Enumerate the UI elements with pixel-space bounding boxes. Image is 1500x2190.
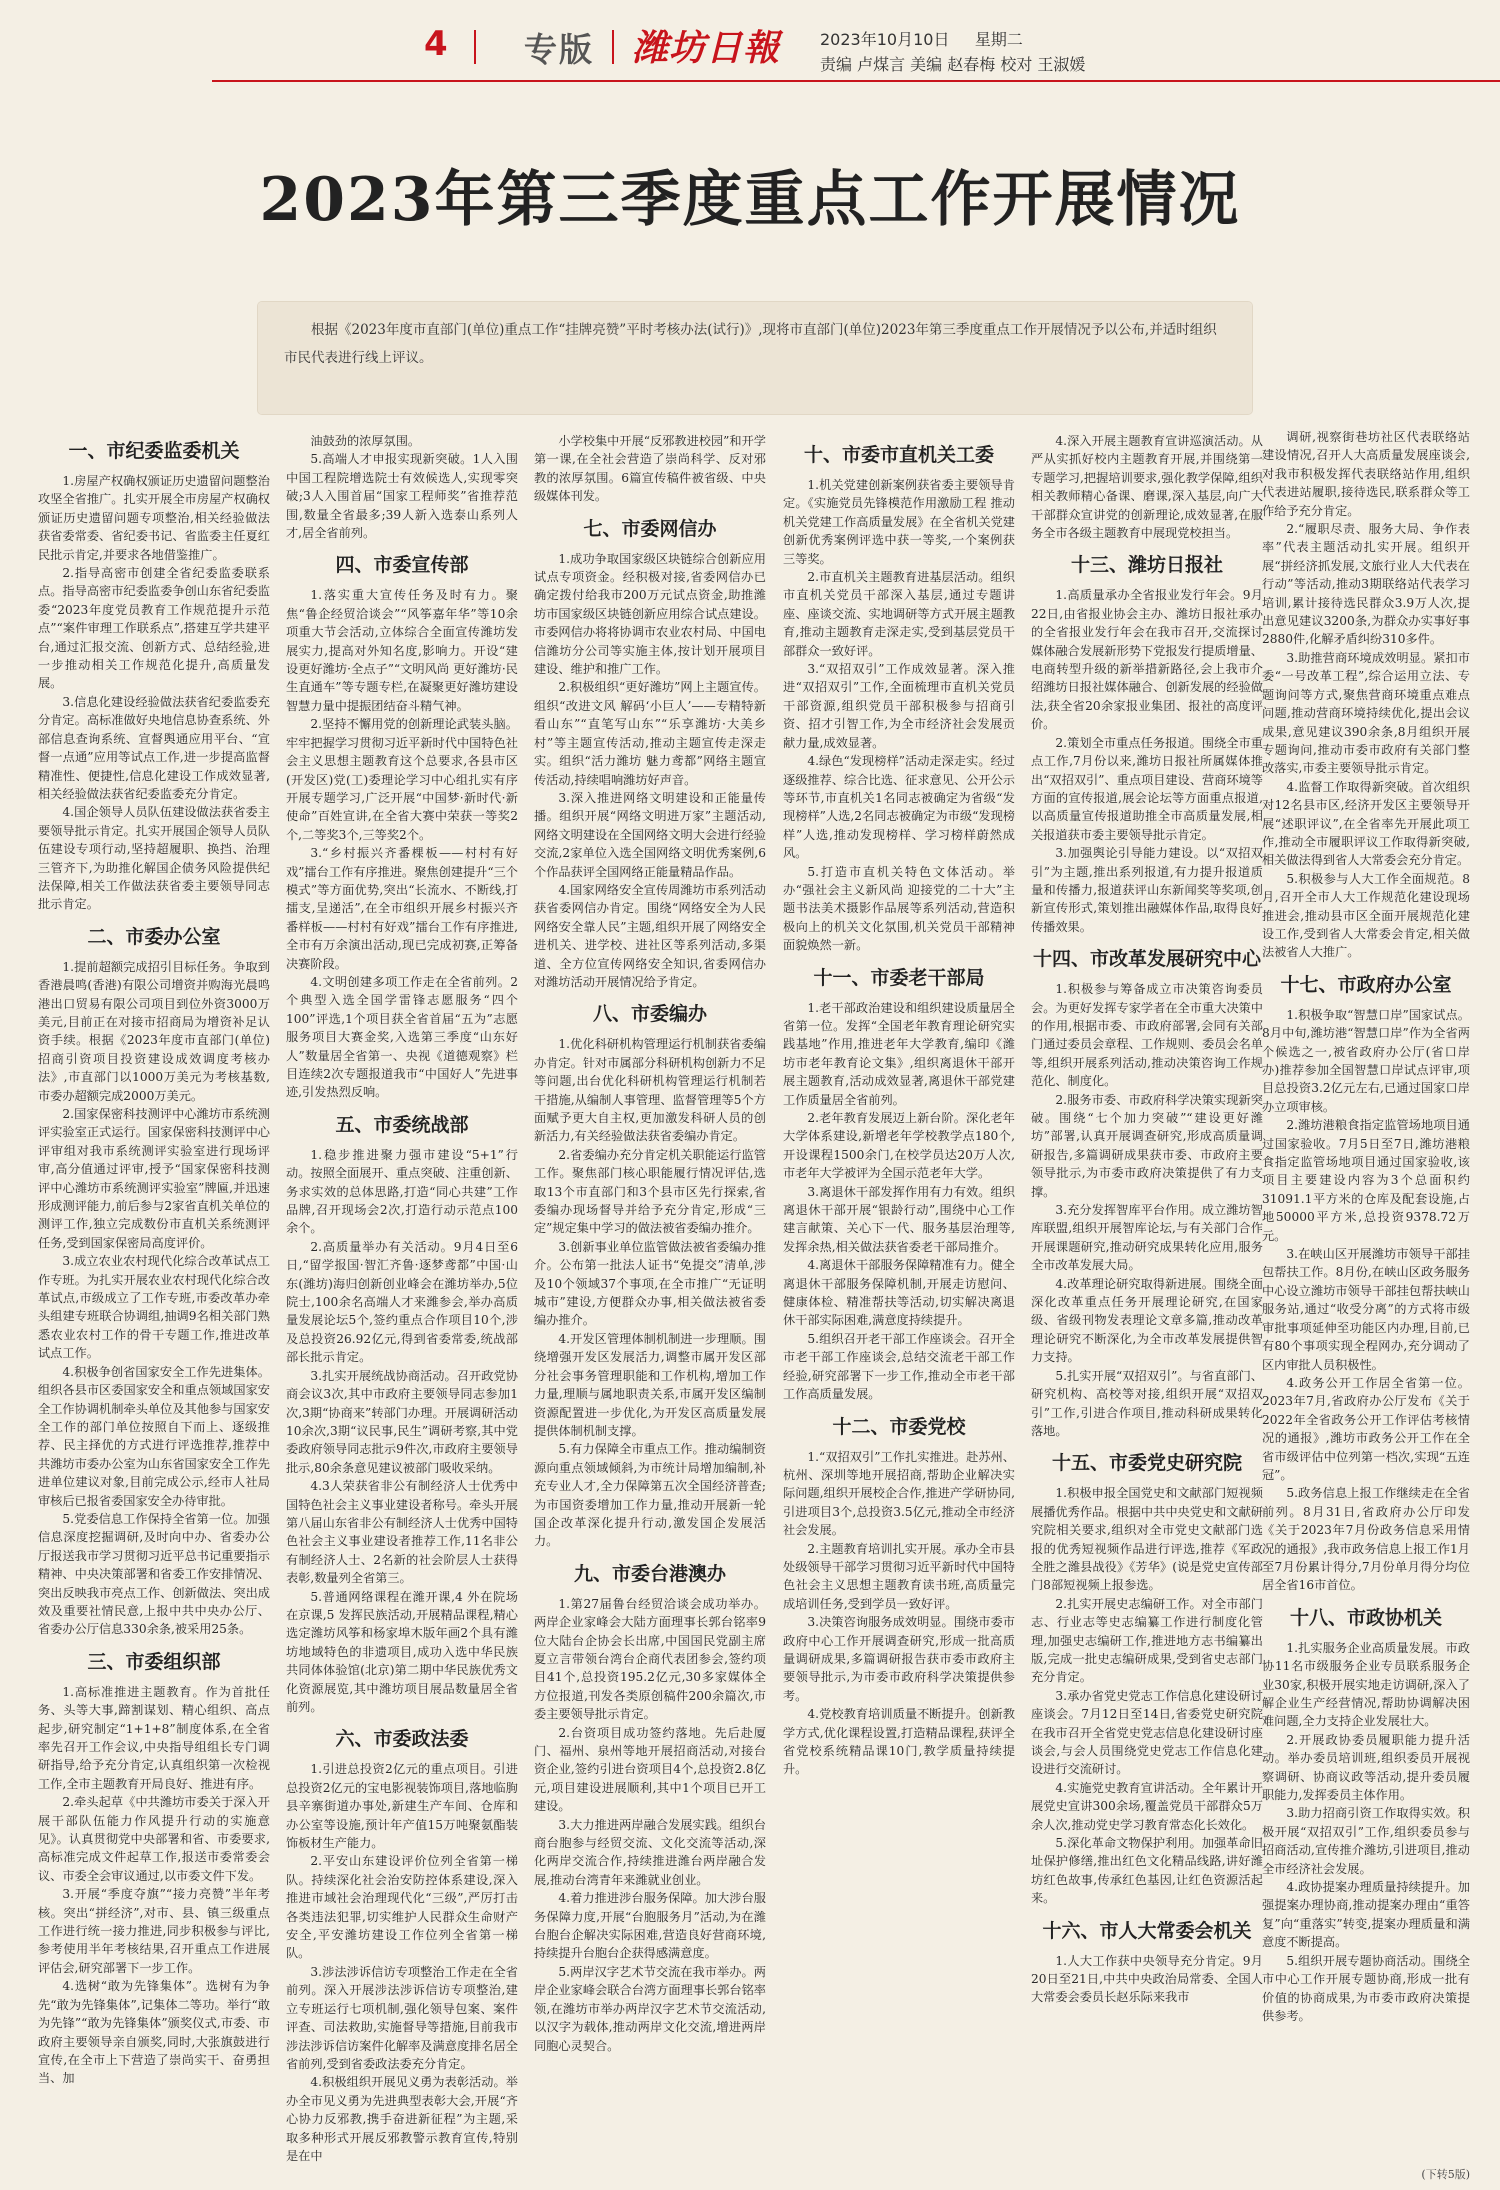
article-paragraph: 5.组织开展专题协商活动。围绕全市中心工作开展专题协商,形成一批有价值的协商成果,为市委市政府决策提供参考。 — [1262, 1953, 1470, 2023]
article-paragraph: 3.扎实开展统战协商活动。召开政党协商会议3次,其中市政府主要领导同志参加1次,3期“协商来”转部门办理。开展调研活动10余次,3期“议民事,民生”调研考察,其中党委政府领导同志批示9件次,市政府主要领导批示,80余条意见建议被部门吸收采纳。 — [286, 1368, 518, 1475]
article-paragraph: 2.国家保密科技测评中心潍坊市系统测评实验室正式运行。国家保密科技测评中心评审组对我市系统测评实验室进行现场评审,高分值通过评审,授予“国家保密科技测评中心潍坊市系统测评实验室”牌匾,并迅速形成测评能力,前后参与2家省直机关单位的测评工作,独立完成数份市直机关系统测评任务,受到国家保密局高度评价。 — [38, 1107, 270, 1250]
page-number: 4 — [424, 24, 448, 64]
article-paragraph: 3.成立农业农村现代化综合改革试点工作专班。为扎实开展农业农村现代化综合改革试点,市级成立了工作专班,市委改革办牵头组建专班联合协调组,抽调9名相关部门熟悉农业农村工作的骨干专题工作,推进改革试点工作。 — [38, 1254, 270, 1361]
section-heading: 四、市委宣传部 — [335, 554, 469, 577]
article-paragraph: 5.组织召开老干部工作座谈会。召开全市老干部工作座谈会,总结交流老干部工作经验,研究部署下一步工作,推动全市老干部工作高质量发展。 — [783, 1331, 1015, 1402]
article-paragraph: 3.大力推进两岸融合发展实践。组织台商台胞参与经贸交流、文化交流等活动,深化两岸交流合作,持续推进潍台两岸融合发展,推动台湾青年来潍就业创业。 — [534, 1817, 766, 1887]
article-paragraph: 2.牵头起草《中共潍坊市委关于深入开展干部队伍能力作风提升行动的实施意见》。认真贯彻党中央部署和省、市委要求,高标准完成文件起草工作,报送市委常委会议、市委全会审议通过,以市委文件下发。 — [38, 1795, 270, 1883]
article-paragraph: 1.“双招双引”工作扎实推进。赴苏州、杭州、深圳等地开展招商,帮助企业解决实际问题,组织开展校企合作,推进产学研协同,引进项目3个,总投资3.5亿元,推动全市经济社会发展。 — [783, 1449, 1015, 1538]
section-heading: 十二、市委党校 — [832, 1415, 966, 1438]
article-paragraph: 4.着力推进涉台服务保障。加大涉台服务保障力度,开展“台胞服务月”活动,为在潍台胞台企解决实际困难,营造良好营商环境,持续提升台胞台企获得感满意度。 — [534, 1891, 766, 1961]
page-title: 2023年第三季度重点工作开展情况 — [259, 165, 1241, 235]
article-paragraph: 1.第27届鲁台经贸洽谈会成功举办。两岸企业家峰会大陆方面理事长郭台铭率9位大陆台企协会长出席,中国国民党副主席夏立言带领台湾台企商代表团参会,签约项目41个,总投资195.2亿元,30多家媒体全方位报道,刊发各类原创稿件200余篇次,市委主要领导批示肯定。 — [534, 1596, 766, 1722]
article-paragraph: 3.助力招商引资工作取得实效。积极开展“双招双引”工作,组织委员参与招商活动,宣传推介潍坊,引进项目,推动全市经济社会发展。 — [1262, 1806, 1470, 1876]
article-paragraph: 3.信息化建设经验做法获省纪委监委充分肯定。高标准做好央地信息协查系统、外部信息查询系统、宣督舆通应用平台、“宣督一点通”应用等试点工作,进一步提高监督精准性、便捷性,信息化建设工作成效显著,相关经验做法获省纪委监委充分肯定。 — [38, 694, 270, 801]
section-heading: 十一、市委老干部局 — [813, 966, 985, 989]
article-column-6 — [1262, 428, 1470, 2168]
article-paragraph: 2.扎实开展史志编研工作。对全市部门志、行业志等史志编纂工作进行制度化管理,加强史志编研工作,推进地方志书编纂出版,完成一批史志编研成果,受到省史志部门充分肯定。 — [1031, 1596, 1263, 1685]
article-paragraph: 3.在峡山区开展潍坊市领导干部挂包帮扶工作。8月份,在峡山区政务服务中心设立潍坊市领导干部挂包帮扶峡山服务站,通过“收受分离”的方式将市级审批事项延伸至功能区内办理,目前,已有80个事项实现全程网办,充分调动了区内审批人员积极性。 — [1262, 1247, 1470, 1372]
section-heading: 六、市委政法委 — [335, 1728, 469, 1751]
article-paragraph: 1.老干部政治建设和组织建设质量居全省第一位。发挥“全国老年教育理论研究实践基地”作用,推进老年大学教育,编印《潍坊市老年教育论文集》,组织离退休干部开展主题教育,活动成效显著,离退休干部党建工作质量居全省前列。 — [783, 1000, 1015, 1107]
article-paragraph: 4.3人荣获省非公有制经济人士优秀中国特色社会主义事业建设者称号。牵头开展第八届山东省非公有制经济人士优秀中国特色社会主义事业建设者推荐工作,11名非公有制经济人士、2名新的社会阶层人士获得表彰,数量列全省第三。 — [286, 1479, 518, 1586]
article-paragraph: 3.离退休干部发挥作用有力有效。组织离退休干部开展“银龄行动”,围绕中心工作建言献策、关心下一代、服务基层治理等,发挥余热,相关做法获省委老干部局推介。 — [783, 1184, 1015, 1254]
article-paragraph: 油鼓劲的浓厚氛围。 — [310, 434, 421, 448]
article-paragraph: 4.积极组织开展见义勇为表彰活动。举办全市见义勇为先进典型表彰大会,开展“齐心协力反邪教,携手奋进新征程”为主题,采取多种形式开展反邪教警示教育宣传,特别是在中 — [286, 2075, 518, 2163]
article-paragraph: 2.积极组织“更好潍坊”网上主题宣传。组织“改进文风 解码‘小巨人’——专精特新看山东”“直笔写山东”“乐享潍坊·大美乡村”等主题宣传活动,推动主题宣传走深走实。组织“活力潍坊 魅力鸢都”网络主题宣传活动,持续唱响潍坊好声音。 — [534, 680, 766, 787]
header-rule — [212, 80, 1500, 82]
section-heading: 十四、市改革发展研究中心 — [1032, 948, 1261, 971]
section-heading: 九、市委台港澳办 — [573, 1562, 726, 1585]
article-paragraph: 5.打造市直机关特色文体活动。举办“强社会主义新风尚 迎接党的二十大”主题书法美术摄影作品展等系列活动,营造积极向上的机关文化氛围,机关党员干部精神面貌焕然一新。 — [783, 864, 1015, 953]
section-heading: 十八、市政协机关 — [1289, 1606, 1442, 1629]
article-paragraph: 5.两岸汉字艺术节交流在我市举办。两岸企业家峰会联合台湾方面理事长郭台铭率领,在潍坊市举办两岸汉字艺术节交流活动,以汉字为载体,推动两岸文化交流,增进两岸同胞心灵契合。 — [534, 1964, 766, 2053]
article-paragraph: 2.平安山东建设评价位列全省第一梯队。持续深化社会治安防控体系建设,深入推进市域社会治理现代化“三级”,严厉打击各类违法犯罪,切实维护人民群众生命财产安全,平安潍坊建设工作位列全省第一梯队。 — [286, 1854, 518, 1961]
section-heading: 十六、市人大常委会机关 — [1042, 1919, 1252, 1942]
article-paragraph: 5.积极参与人大工作全面规范。8月,召开全市人大工作规范化建设现场推进会,推动县市区全面开展规范化建设工作,受到省人大常委会肯定,相关做法被省人大推广。 — [1262, 871, 1470, 960]
article-paragraph: 2.台资项目成功签约落地。先后赴厦门、福州、泉州等地开展招商活动,对接台资企业,签约引进台资项目4个,总投资2.8亿元,项目建设进展顺利,其中1个项目已开工建设。 — [534, 1725, 766, 1814]
article-paragraph: 2.主题教育培训扎实开展。承办全市县处级领导干部学习贯彻习近平新时代中国特色社会主义思想主题教育读书班,高质量完成培训任务,受到学员一致好评。 — [783, 1541, 1015, 1611]
article-paragraph: 2.指导高密市创建全省纪委监委联系点。指导高密市纪委监委争创山东省纪委监委“2023年度党员教育工作规范提升示范点”“案件审理工作联系点”,搭建互学共建平台,通过汇报交流、创新方式、总结经验,进一步推动相关工作规范化提升,高质量发展。 — [38, 566, 270, 691]
article-paragraph: 2.老年教育发展迈上新台阶。深化老年大学体系建设,新增老年学校教学点180个,开设课程1500余门,在校学员达20万人次,市老年大学被评为全国示范老年大学。 — [783, 1111, 1015, 1181]
article-paragraph: 调研,视察街巷坊社区代表联络站建设情况,召开人大高质量发展座谈会,对我市积极发挥代表联络站作用,组织代表进站履职,接待选民,联系群众等工作给予充分肯定。 — [1262, 430, 1470, 518]
article-paragraph: 1.优化科研机构管理运行机制获省委编办肯定。针对市属部分科研机构创新力不足等问题,出台优化科研机构管理运行机制若干措施,从编制人事管理、监督管理等5个方面赋予更大自主权,更加激发科研人员的创新活力,有关经验做法获省委编办肯定。 — [534, 1037, 766, 1144]
section-heading: 二、市委办公室 — [87, 925, 221, 948]
section-heading: 三、市委组织部 — [87, 1650, 221, 1673]
continued-note: (下转5版) — [1421, 2168, 1470, 2181]
newspaper-header — [0, 0, 1500, 76]
article-column-3 — [534, 432, 766, 2172]
article-column-4 — [783, 432, 1015, 2172]
intro-text: 根据《2023年度市直部门(单位)重点工作“挂牌亮赞”平时考核办法(试行)》,现将市直部门(单位)2023年第三季度重点工作开展情况予以公布,并适时组织市民代表进行线上评议。 — [284, 322, 1217, 366]
article-paragraph: 4.离退休干部服务保障精准有力。健全离退休干部服务保障机制,开展走访慰问、健康体检、精准帮扶等活动,切实解决离退休干部实际困难,满意度持续提升。 — [783, 1258, 1015, 1328]
article-paragraph: 2.服务市委、市政府科学决策实现新突破。围绕“七个加力突破”“建设更好潍坊”部署,认真开展调查研究,形成高质量调研报告,多篇调研成果获市委、市政府主要领导批示,为市委市政府决策提供了有力支撑。 — [1031, 1092, 1263, 1199]
article-paragraph: 1.扎实服务企业高质量发展。市政协11名市级服务企业专员联系服务企业30家,积极开展实地走访调研,深入了解企业生产经营情况,帮助协调解决困难问题,全力支持企业发展壮大。 — [1262, 1640, 1470, 1729]
article-paragraph: 2.省委编办充分肯定机关职能运行监管工作。聚焦部门核心职能履行情况评估,选取13个市直部门和3个县市区先行探索,省委编办现场督导并给予充分肯定,形成“三定”规定集中学习的做法被省委编办推介。 — [534, 1147, 766, 1236]
article-paragraph: 4.国企领导人员队伍建设做法获省委主要领导批示肯定。扎实开展国企领导人员队伍建设专项行动,坚持超履职、换挡、治理三管齐下,为助推化解国企债务风险提供纪法保障,相关工作做法获省委主要领导同志批示肯定。 — [38, 805, 270, 912]
article-paragraph: 4.绿色“发现榜样”活动走深走实。经过逐级推荐、综合比选、征求意见、公开公示等环节,市直机关1名同志被确定为省级“发现榜样”人选,2名同志被确定为市级“发现榜样”人选,推动发现榜样、学习榜样蔚然成风。 — [783, 754, 1015, 861]
article-paragraph: 1.高标准推进主题教育。作为首批任务、头等大事,蹄割谋划、精心组织、高点起步,研究制定“1+1+8”制度体系,在全省率先召开工作会议,中央指导组组长专门调研指导,给予充分肯定,认真组织第一次检视工作,全市主题教育开局良好、推进有序。 — [38, 1684, 270, 1791]
article-paragraph: 3.助推营商环境成效明显。紧扣市委“一号改革工程”,综合运用立法、专题询问等方式,聚焦营商环境重点难点问题,推动营商环境持续优化,提出会议成果,意见建议390余条,8月组织开展专题询问,推动市委市政府有关部门整改落实,市委主要领导批示肯定。 — [1262, 650, 1470, 776]
article-paragraph: 5.有力保障全市重点工作。推动编制资源向重点领域倾斜,为市统计局增加编制,补充专业人才,全力保障第五次全国经济普查;为市国资委增加工作力量,推动开展新一轮国企改革深化提升行动,激发国企发展活力。 — [534, 1442, 766, 1549]
article-paragraph: 1.积极参与筹备成立市决策咨询委员会。为更好发挥专家学者在全市重大决策中的作用,根据市委、市政府部署,会同有关部门通过委员会章程、工作规则、委员会名单等,组织开展系列活动,推动决策咨询工作规范化、制度化。 — [1031, 982, 1263, 1089]
article-paragraph: 5.扎实开展“双招双引”。与省直部门、研究机构、高校等对接,组织开展“双招双引”工作,引进合作项目,推动科研成果转化落地。 — [1031, 1368, 1263, 1438]
section-heading: 八、市委编办 — [592, 1003, 707, 1026]
issue-date-line — [820, 27, 1023, 50]
section-heading: 五、市委统战部 — [335, 1113, 469, 1136]
article-paragraph: 5.普通网络课程在潍开课,4 外在院场在京课,5 发挥民族活动,开展精品课程,精心选定潍坊风筝和杨家埠木版年画2个具有潍坊地域特色的非遗项目,成功入选中华民族共同体体验馆(北京)第二期中华民族优秀文化资源展览,其中潍坊项目展品数量居全省前列。 — [286, 1589, 518, 1714]
article-paragraph: 4.国家网络安全宣传周潍坊市系列活动获省委网信办肯定。围绕“网络安全为人民 网络安全靠人民”主题,组织开展了网络安全进机关、进学校、进社区等系列活动,多渠道、全方位宣传网络安全知识,省委网信办对潍坊活动开展情况给予肯定。 — [534, 882, 766, 989]
article-paragraph: 5.深化革命文物保护利用。加强革命旧址保护修缮,推出红色文化精品线路,讲好潍坊红色故事,传承红色基因,让红色资源活起来。 — [1031, 1836, 1263, 1906]
article-paragraph: 4.党校教育培训质量不断提升。创新教学方式,优化课程设置,打造精品课程,获评全省党校系统精品课10门,教学质量持续提升。 — [783, 1707, 1015, 1777]
article-paragraph: 4.改革理论研究取得新进展。围绕全面深化改革重点任务开展理论研究,在国家级、省级刊物发表理论文章多篇,推动改革理论研究不断深化,为全市改革发展提供智力支持。 — [1031, 1276, 1263, 1365]
article-paragraph: 3.深入推进网络文明建设和正能量传播。组织开展“网络文明进万家”主题活动,网络文明建设在全国网络文明大会进行经验交流,2家单位入选全国网络文明优秀案例,6个作品获评全国网络正能量精品作品。 — [534, 790, 766, 879]
section-name: 专版 — [524, 30, 594, 69]
article-paragraph: 小学校集中开展“反邪教进校园”和开学第一课,在全社会营造了崇尚科学、反对邪教的浓厚氛围。6篇宣传稿件被省级、中央级媒体刊发。 — [534, 434, 766, 504]
article-paragraph: 1.房屋产权确权颁证历史遗留问题整治攻坚全省推广。扎实开展全市房屋产权确权颁证历史遗留问题专项整治,相关经验做法获省委常委、省纪委书记、省监委主任夏红民批示肯定,并要求各地借鉴推广。 — [38, 474, 270, 562]
editor-credits: 责编 卢煤言 美编 赵春梅 校对 王淑媛 — [820, 55, 1086, 74]
article-paragraph: 4.深入开展主题教育宣讲巡演活动。从严从实抓好校内主题教育开展,并围绕第一专题学习,把握培训要求,强化教学保障,组织相关教师精心备课、磨课,深入基层,向广大干部群众宣讲党的创新理论,成效显著,在服务全市各级主题教育中展现党校担当。 — [1031, 434, 1263, 541]
article-paragraph: 2.潍坊港粮食指定监管场地项目通过国家验收。7月5日至7日,潍坊港粮食指定监管场地项目通过国家验收,该项目主要建设内容为3个总面积约31091.1平方米的仓库及配套设施,占地50000平方米,总投资9378.72万元。 — [1262, 1118, 1470, 1243]
header-divider — [612, 30, 614, 64]
article-paragraph: 1.机关党建创新案例获省委主要领导肯定。《实施党员先锋模范作用激励工程 推动机关党建工作高质量发展》在全省机关党建创新优秀案例评选中获一等奖,一个案例获三等奖。 — [783, 478, 1015, 566]
article-paragraph: 3.“双招双引”工作成效显著。深入推进“双招双引”工作,全面梳理市直机关党员干部资源,组织党员干部积极参与招商引资、招才引智工作,为全市经济社会发展贡献力量,成效显著。 — [783, 662, 1015, 750]
article-column-2 — [286, 432, 518, 2172]
article-paragraph: 2.高质量举办有关活动。9月4日至6日,“留学报国·智汇齐鲁·逐梦鸢都”中国·山东(潍坊)海归创新创业峰会在潍坊举办,5位院士,100余名高端人才来潍参会,举办高质量发展论坛5个,签约重点合作项目10个,涉及总投资26.92亿元,得到省委常委,统战部部长批示肯定。 — [286, 1239, 518, 1365]
article-paragraph: 5.党委信息工作保持全省第一位。加强信息深度挖掘调研,及时向中办、省委办公厅报送我市学习贯彻习近平总书记重要指示精神、中央决策部署和省委工作安排情况、突出反映我市亮点工作、创新做法、突出成效及重要社情民意,上报中共中央办公厅、省委办公厅信息330余条,被采用25条。 — [38, 1511, 270, 1637]
newspaper-logo: 潍坊日報 — [632, 27, 781, 69]
article-paragraph: 1.积极争取“智慧口岸”国家试点。8月中旬,潍坊港“智慧口岸”作为全省两个候选之一,被省政府办公厅(省口岸办)推荐参加全国智慧口岸试点评审,项目总投资3.2亿元左右,已通过国家口岸办立项审核。 — [1262, 1007, 1470, 1114]
article-paragraph: 2.“履职尽责、服务大局、争作表率”代表主题活动扎实开展。组织开展“拼经济抓发展,文旅行业人大代表在行动”等活动,推动3期联络站代表学习培训,累计接待选民群众3.9万人次,提出意见建议3200条,为群众办实事好事2880件,化解矛盾纠纷310多件。 — [1262, 522, 1470, 647]
issue-date: 2023年10月10日 — [820, 30, 950, 49]
article-paragraph: 4.监督工作取得新突破。首次组织对12名县市区,经济开发区主要领导开展“述职评议”,在全省率先开展此项工作,推动全市履职评议工作取得新突破,相关做法得到省人大常委会充分肯定。 — [1262, 779, 1470, 868]
article-paragraph: 5.政务信息上报工作继续走在全省前列。8月31日,省政府办公厅印发《关于2023年7月份政务信息采用情况的通报》,我市政务信息上报工作1月至7月份累计得分,7月份单月得分均位居全省16市首位。 — [1262, 1486, 1470, 1593]
article-paragraph: 4.选树“敢为先锋集体”。选树有为争先“敢为先锋集体”,记集体二等功。举行“敢为先锋”“敢为先锋集体”颁奖仪式,市委、市政府主要领导亲自颁奖,同时,大张旗鼓进行宣传,在全市上下营造了崇尚实干、奋勇担当、加 — [38, 1979, 270, 2086]
article-paragraph: 5.高端人才申报实现新突破。1人入围中国工程院增选院士有效候选人,实现零突破;3人入围首届“国家工程师奖”省推荐范围,数量全省最多;39人新入选泰山系列人才,居全省前列。 — [286, 452, 518, 541]
article-paragraph: 4.文明创建多项工作走在全省前列。2个典型入选全国学雷锋志愿服务“四个100”评选,1个项目获全省首届“五为”志愿服务项目大赛金奖,入选第三季度“山东好人”数量居全省第一、央视《道德观察》栏目连续2次专题报道我市“中国好人”先进事迹,引发热烈反响。 — [286, 974, 518, 1100]
article-paragraph: 3.“乡村振兴齐番棵板——村村有好戏”擂台工作有序推进。聚焦创建提升“三个模式”等方面优势,突出“长流水、不断线,打擂支,呈递活”,在全市组织开展乡村振兴齐番样板——村村有好戏”擂台工作有序推进,全市有万余演出活动,现已完成初赛,正筹备决赛阶段。 — [286, 846, 518, 971]
section-heading: 十三、潍坊日报社 — [1070, 554, 1223, 577]
article-paragraph: 4.积极争创省国家安全工作先进集体。组织各县市区委国家安全和重点领域国家安全工作协调机制牵头单位及其他参与国家安全工作的部门单位按照自下而上、逐级推荐、民主择优的方式进行评选推荐,推荐中共潍坊市委办公室为山东省国家安全工作先进单位建议对象,目前完成公示,经市人社局审核后已报省委国家安全办待审批。 — [38, 1364, 270, 1508]
article-paragraph: 4.实施党史教育宣讲活动。全年累计开展党史宣讲300余场,覆盖党员干部群众5万余人次,推动党史学习教育常态化长效化。 — [1031, 1780, 1263, 1832]
article-paragraph: 2.市直机关主题教育进基层活动。组织市直机关党员干部深入基层,通过专题讲座、座谈交流、实地调研等方式开展主题教育,推动主题教育走深走实,受到基层党员干部群众一致好评。 — [783, 570, 1015, 658]
section-heading: 十、市委市直机关工委 — [803, 444, 994, 466]
article-paragraph: 3.创新事业单位监管做法被省委编办推介。公布第一批法人证书“免提交”清单,涉及10个领域37个事项,在全市推广“无证明城市”建设,方便群众办事,相关做法被省委编办推介。 — [534, 1239, 766, 1328]
article-paragraph: 1.落实重大宣传任务及时有力。聚焦“鲁企经贸洽谈会”“风筝嘉年华”等10余项重大节会活动,立体综合全面宣传潍坊发展实力,提高对外知名度,影响力。开设“建设更好潍坊·全点子”“文明风尚 更好潍坊·民生直通车”等专题专栏,在凝聚更好潍坊建设智慧力量中提振团结奋斗精气神。 — [286, 588, 518, 713]
article-paragraph: 1.积极申报全国党史和文献部门短视频展播优秀作品。根据中共中央党史和文献研究院相关要求,组织对全市党史文献部门选报的优秀短视频作品进行评选,推荐《军政全胜之潍县战役》《芳华》(说是党史宣传部门8部短视频上报参选。 — [1031, 1486, 1263, 1593]
section-heading: 十七、市政府办公室 — [1280, 973, 1452, 996]
article-column-5 — [1031, 432, 1263, 2172]
header-divider — [474, 30, 476, 64]
article-paragraph: 1.成功争取国家级区块链综合创新应用试点专项资金。经积极对接,省委网信办已确定拨付给我市200万元试点资金,助推潍坊市国家级区块链创新应用综合试点建设。市委网信办将将协调市农业农村局、中国电信潍坊分公司等实施主体,按计划开展项目建设、维护和推广工作。 — [534, 551, 766, 677]
article-paragraph: 2.坚持不懈用党的创新理论武装头脑。牢牢把握学习贯彻习近平新时代中国特色社会主义思想主题教育这个总要求,各县市区(开发区)党(工)委理论学习中心组扎实有序开展专题学习,广泛开展“中国梦·新时代·新使命”百姓宣讲,在全省大赛中荣获一等奖2个,二等奖3个,三等奖2个。 — [286, 717, 518, 842]
article-paragraph: 3.加强舆论引导能力建设。以“双招双引”为主题,推出系列报道,有力提升报道质量和传播力,报道获评山东新闻奖等奖项,创新宣传形式,策划推出融媒体作品,取得良好传播效果。 — [1031, 846, 1263, 934]
article-paragraph: 4.开发区管理体制机制进一步理顺。围绕增强开发区发展活力,调整市属开发区部分社会事务管理职能和工作机构,增加工作力量,理顺与属地职责关系,市属开发区编制资源配置进一步优化,为开发区高质量发展提供体制机制支撑。 — [534, 1331, 766, 1438]
article-paragraph: 4.政务公开工作居全省第一位。2023年7月,省政府办公厅发布《关于2022年全省政务公开工作评估考核情况的通报》,潍坊市政务公开工作在全省市级评估中位列第一档次,实现“五连冠”。 — [1262, 1375, 1470, 1482]
article-paragraph: 2.开展政协委员履职能力提升活动。举办委员培训班,组织委员开展视察调研、协商议政等活动,提升委员履职能力,发挥委员主体作用。 — [1262, 1732, 1470, 1803]
article-paragraph: 1.引进总投资2亿元的重点项目。引进总投资2亿元的宝电影视装饰项目,落地临朐县辛寨街道办事处,新建生产车间、仓库和办公室等设施,预计年产值15万吨聚氨酯装饰板材生产能力。 — [286, 1762, 518, 1851]
article-paragraph: 3.充分发挥智库平台作用。成立潍坊智库联盟,组织开展智库论坛,与有关部门合作开展课题研究,推动研究成果转化应用,服务全市改革发展大局。 — [1031, 1203, 1263, 1273]
article-paragraph: 2.策划全市重点任务报道。围绕全市重点工作,7月份以来,潍坊日报社所属媒体推出“双招双引”、重点项目建设、营商环境等方面的宣传报道,展会论坛等方面重点报道,以高质量宣传报道助推全市高质量发展,相关报道获市委主要领导批示肯定。 — [1031, 735, 1263, 842]
article-paragraph: 4.政协提案办理质量持续提升。加强提案办理协商,推动提案办理由“重答复”向“重落实”转变,提案办理质量和满意度不断提高。 — [1262, 1880, 1470, 1950]
article-paragraph: 3.开展“季度夺旗”“接力亮赞”半年考核。突出“拼经济”,对市、县、镇三级重点工作进行统一接力推进,同步积极参与评比,参考使用半年考核结果,召开重点工作进展评估会,研究部署下一步工作。 — [38, 1887, 270, 1975]
article-paragraph: 3.决策咨询服务成效明显。围绕市委市政府中心工作开展调查研究,形成一批高质量调研成果,多篇调研报告获市委市政府主要领导批示,为市委市政府科学决策提供参考。 — [783, 1615, 1015, 1703]
intro-box — [258, 302, 1252, 414]
article-paragraph: 3.承办省党史党志工作信息化建设研讨座谈会。7月12日至14日,省委党史研究院在我市召开全省党史党志信息化建设研讨座谈会,与会人员围绕党史党志工作信息化建设进行交流研讨。 — [1031, 1688, 1263, 1777]
section-heading: 一、市纪委监委机关 — [68, 440, 240, 462]
article-paragraph: 3.涉法涉诉信访专项整治工作走在全省前列。深入开展涉法涉诉信访专项整治,建立专班运行七项机制,强化领导包案、案件评查、司法救助,实施督导等措施,目前我市涉法涉诉信访案件化解率及满意度排名居全省前列,受到省委政法委充分肯定。 — [286, 1964, 518, 2071]
article-paragraph: 1.稳步推进聚力强市建设“5+1”行动。按照全面展开、重点突破、注重创新、务求实效的总体思路,打造“同心共建”工作品牌,召开现场会2次,打造行动示范点100余个。 — [286, 1147, 518, 1236]
section-heading: 七、市委网信办 — [583, 517, 717, 540]
article-paragraph: 1.高质量承办全省报业发行年会。9月22日,由省报业协会主办、潍坊日报社承办的全省报业发行年会在我市召开,交流探讨媒体融合发展新形势下党报发行提质增量、电商转型升级的新举措新路径,会上我市介绍潍坊日报社媒体融合、创新发展的经验做法,获全省20余家报业集团、报社的高度评价。 — [1031, 588, 1263, 732]
article-paragraph: 1.提前超额完成招引目标任务。争取到香港晨鸣(香港)有限公司增资并购海光晨鸣港出口贸易有限公司项目到位外资3000万美元,目前正在对接市招商局为增资补足认资手续。根据《2023年度市直部门(单位)招商引资项目投资建设成效调度考核办法》,市直部门以1000万美元为考核基数,市委办超额完成2000万美元。 — [38, 959, 270, 1103]
issue-weekday: 星期二 — [974, 30, 1023, 49]
section-heading: 十五、市委党史研究院 — [1051, 1452, 1242, 1475]
article-paragraph: 1.人大工作获中央领导充分肯定。9月20日至21日,中共中央政治局常委、全国人大常委会委员长赵乐际来我市 — [1031, 1953, 1263, 2005]
article-column-1 — [38, 428, 270, 2168]
